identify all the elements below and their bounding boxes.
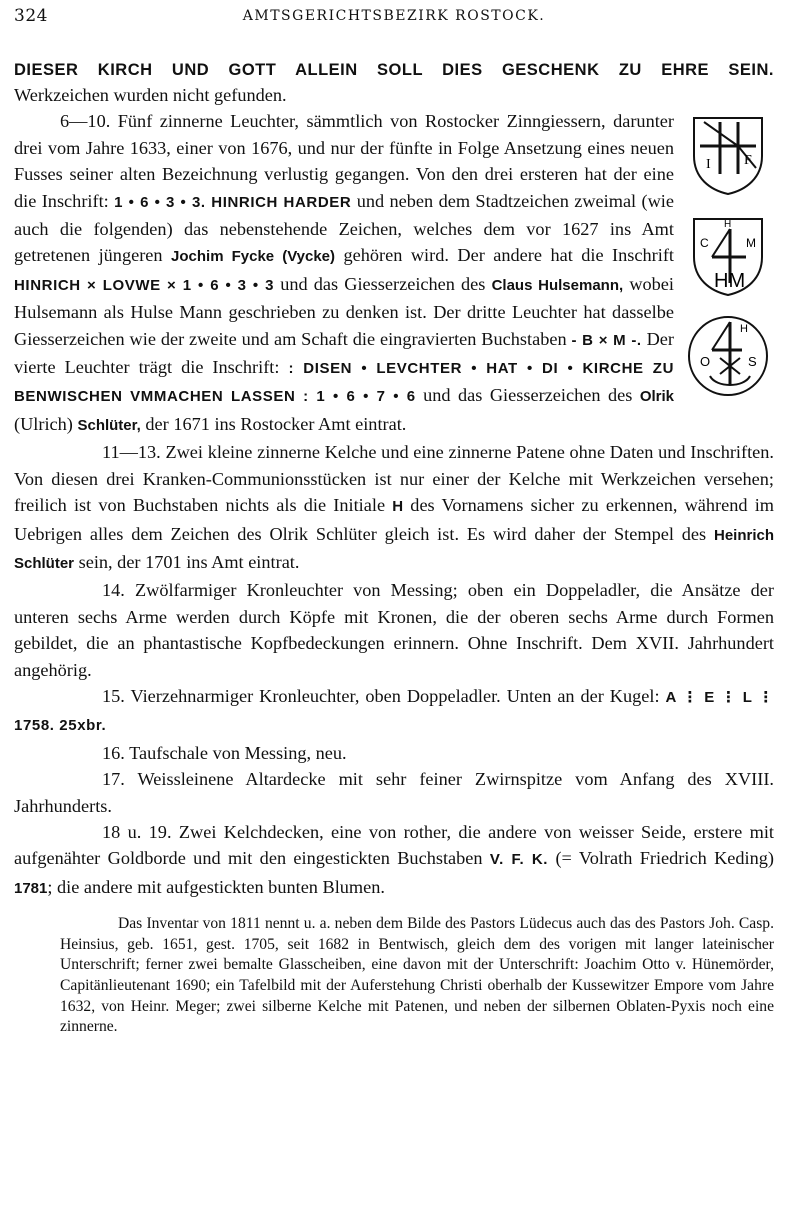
paragraph-14: 14. Zwölfarmiger Kronleuchter von Messing; oben ein Doppeladler, die Ansätze der unteren sechs Arme werden durch Köpfe mit Kronen, die der oberen sechs Arme durch Formen gebildet, die an phantastische Kopfbedeckungen erinnern. Ohne Inschrift. Dem XVII. Jahrhundert angehörig.	[14, 580, 774, 680]
year: 1781	[14, 879, 48, 897]
shield-mark-hulsemann-icon	[686, 210, 770, 300]
inscription: V. F. K.	[489, 851, 549, 869]
founder-name: Heinrich Schlüter	[14, 526, 774, 572]
text-segment: 15. Vierzehnarmiger Kronleuchter, oben Doppeladler. Unten an der Kugel:	[102, 685, 660, 706]
paragraph-no-marks: Werkzeichen wurden nicht gefunden.	[14, 85, 287, 105]
footnote-block	[14, 914, 774, 1038]
inventory-note: Das Inventar von 1811 nennt u. a. neben dem Bilde des Pastors Lüdecus auch das des Pastors Joh. Casp. Heinsius, geb. 1651, gest. 1705, seit 1682 in Bentwisch, gleich dem des vorigen mit langer lateinischer Unterschrift; ferner zwei bemalte Glasscheiben, eine davon mit der Unterschrift: Joachim Otto v. Hünemörder, Capitänlieutenant 1690; ein Tafelbild mit der Auferstehung Christi oberhalb der Kussewitzer Empore vom Jahre 1632, von Heinr. Meger; zwei silberne Kelche mit Patenen, und neben der silbernen Oblaten-Pyxis noch eine zinnerne.	[60, 915, 774, 1036]
shield-mark-fycke-icon	[686, 112, 770, 196]
founder-name: Claus Hulsemann,	[491, 276, 624, 294]
mark-1-letter: F	[744, 153, 752, 169]
text-segment: und das Giesserzeichen des	[280, 273, 486, 294]
mark-2-letter: H	[724, 219, 732, 231]
founder-name: Jochim Fycke (Vycke)	[171, 248, 336, 266]
inscription: 1 • 6 • 3 • 3. HINRICH HARDER	[114, 193, 352, 211]
page-number: 324	[14, 6, 48, 26]
inscription: - B × M -.	[571, 331, 642, 349]
text-segment: 6—10. Fünf zinnerne Leuchter, sämmtlich von Rostocker Zinngiessern, darunter drei vom Jahre 1633, einer von 1676, und nur der fünfte in Folge Ansetzung eines neuen Fusses seiner alten Bezeichnung verlustig gegangen. Von den drei ersteren hat der eine die Inschrift:	[14, 111, 674, 211]
initial-letter: H	[392, 498, 404, 516]
text-segment: 11—13. Zwei kleine zinnerne Kelche und eine zinnerne Patene ohne Daten und Inschriften. Von diesen drei Kranken-Communionsstücken ist nur einer der Kelche mit Werkzeichen versehen; freilich ist von Buchstaben nichts als die Initiale	[14, 442, 774, 516]
text-segment: wobei Hulsemann als Hulse Mann geschrieben zu denken ist. Der dritte Leuchter hat dasselbe Giesserzeichen wie der zweite und am Schaft die eingravierten Buchstaben	[14, 273, 674, 349]
mark-3-letter: H	[740, 323, 748, 336]
round-mark-schlueter-icon	[686, 314, 770, 398]
mark-1-letter: I	[706, 157, 711, 173]
text-segment: sein, der 1701 ins Amt eintrat.	[78, 551, 300, 572]
paragraph-15	[14, 683, 774, 740]
mark-3-letter: S	[748, 354, 757, 370]
marks-column	[682, 112, 774, 412]
text-segment: 18 u. 19. Zwei Kelchdecken, eine von rother, die andere von weisser Seide, erstere mit aufgenähter Goldborde und mit den eingestickten Buchstaben	[14, 821, 774, 869]
text-segment: Der vierte Leuchter trägt die Inschrift:	[14, 328, 674, 378]
text-segment: des Vornamens sicher zu erkennen, während im Uebrigen alles dem Zeichen des Olrik Schlüter gleich ist. Es wird daher der Stempel des	[14, 495, 775, 544]
text-segment: und neben dem Stadtzeichen zweimal (wie auch die folgenden) das nebenstehende Zeichen, welches dem vor 1627 ins Amt getretenen jüngeren	[14, 190, 675, 266]
running-title: AMTSGERICHTSBEZIRK ROSTOCK.	[242, 8, 546, 24]
main-text	[14, 58, 774, 902]
text-segment: (Ulrich)	[14, 413, 73, 434]
inscription: HINRICH × LOVWE × 1 • 6 • 3 • 3	[14, 276, 275, 294]
paragraph-17: 17. Weissleinene Altardecke mit sehr feiner Zwirnspitze vom Anfang des XVIII. Jahrhunderts.	[14, 769, 774, 816]
paragraph-18-19	[14, 819, 774, 902]
text-segment: ; die andere mit aufgestickten bunten Blumen.	[47, 876, 385, 897]
founder-name: Schlüter,	[77, 416, 141, 434]
founder-name: Olrik	[639, 388, 674, 406]
inscription: : DISEN • LEVCHTER • HAT • DI • KIRCHE ZU BENWISCHEN VMMACHEN LASSEN : 1 • 6 • 7 • 6	[14, 360, 675, 406]
mark-2-letter: M	[746, 236, 756, 251]
paragraph-6-10	[14, 108, 774, 439]
page-header	[14, 0, 774, 40]
text-segment: und das Giesserzeichen des	[423, 385, 633, 406]
mark-3-letter: O	[700, 354, 711, 370]
inscription-top: DIESER KIRCH UND GOTT ALLEIN SOLL DIES GESCHENK ZU EHRE SEIN.	[14, 61, 774, 79]
mark-2-letter: C	[700, 236, 709, 251]
paragraph-16: 16. Taufschale von Messing, neu.	[102, 742, 347, 763]
page	[14, 0, 774, 1038]
inscription: A ⋮ E ⋮ L ⋮ 1758. 25xbr.	[14, 688, 774, 735]
mark-2-letter: HM	[714, 270, 746, 293]
text-segment: der 1671 ins Rostocker Amt eintrat.	[145, 413, 407, 434]
text-segment: (= Volrath Friedrich Keding)	[555, 848, 774, 869]
paragraph-11-13	[14, 439, 774, 577]
text-segment: gehören wird. Der andere hat die Inschrift	[343, 245, 674, 266]
